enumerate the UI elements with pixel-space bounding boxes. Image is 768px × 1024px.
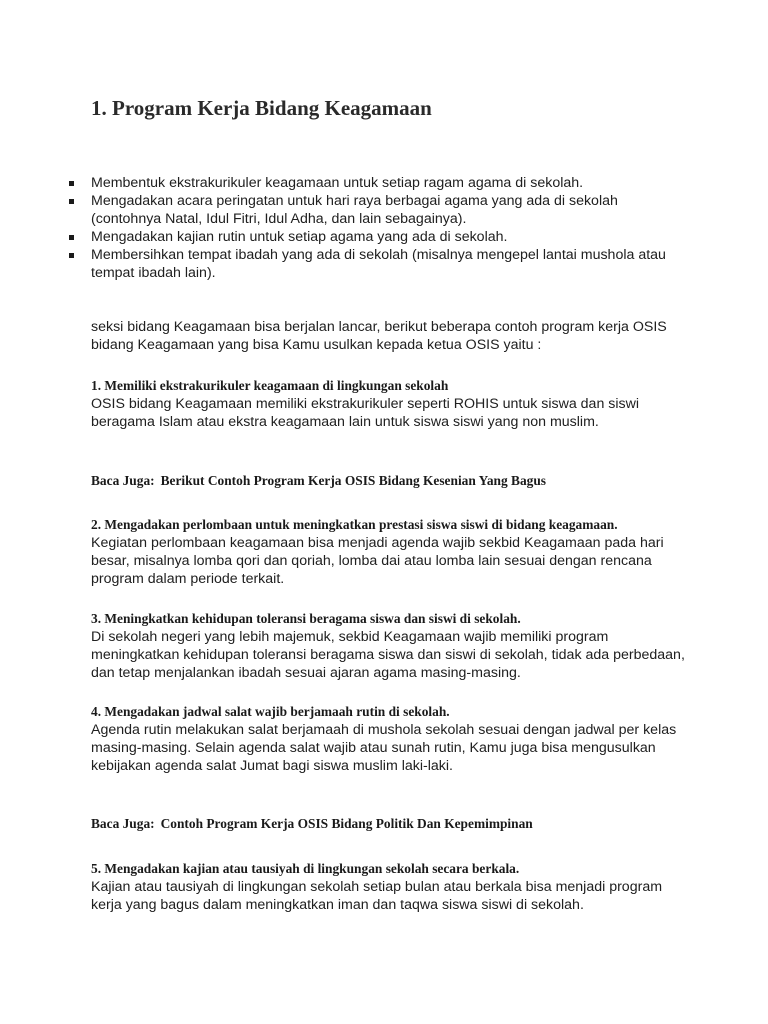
program-item-heading: 1. Memiliki ekstrakurikuler keagamaan di lingkungan sekolah bbox=[91, 378, 449, 393]
program-item-3 bbox=[91, 610, 691, 682]
program-item-heading: 3. Meningkatkan kehidupan toleransi beragama siswa dan siswi di sekolah. bbox=[91, 611, 521, 626]
bullet-text: Mengadakan kajian rutin untuk setiap agama yang ada di sekolah. bbox=[91, 229, 508, 245]
program-item-heading: 5. Mengadakan kajian atau tausiyah di lingkungan sekolah secara berkala. bbox=[91, 861, 520, 876]
baca-juga-1 bbox=[91, 473, 546, 489]
baca-juga-2 bbox=[91, 816, 533, 832]
baca-juga-link[interactable]: Berikut Contoh Program Kerja OSIS Bidang Kesenian Yang Bagus bbox=[160, 473, 547, 488]
bullet-item bbox=[66, 228, 686, 246]
intro-paragraph: seksi bidang Keagamaan bisa berjalan lancar, berikut beberapa contoh program kerja OSIS bidang Keagamaan yang bisa Kamu usulkan kepada ketua OSIS yaitu : bbox=[91, 319, 667, 353]
program-item-heading: 2. Mengadakan perlombaan untuk meningkatkan prestasi siswa siswi di bidang keagamaan. bbox=[91, 517, 618, 532]
program-item-body: Kajian atau tausiyah di lingkungan sekolah setiap bulan atau berkala bisa menjadi program kerja yang bagus dalam meningkatkan iman dan taqwa siswa siswi di sekolah. bbox=[91, 879, 663, 913]
bullet-text: Membentuk ekstrakurikuler keagamaan untuk setiap ragam agama di sekolah. bbox=[91, 175, 584, 191]
bullet-item bbox=[66, 246, 686, 282]
bullet-marker bbox=[69, 199, 74, 204]
bullet-text: Mengadakan acara peringatan untuk hari raya berbagai agama yang ada di sekolah (contohnya Natal, Idul Fitri, Idul Adha, dan lain sebagainya). bbox=[91, 193, 618, 227]
program-item-body: Agenda rutin melakukan salat berjamaah di mushola sekolah sesuai dengan jadwal per kelas masing-masing. Selain agenda salat wajib atau sunah rutin, Kamu juga bisa mengusulkan kebijakan agenda salat Jumat bagi siswa muslim laki-laki. bbox=[91, 722, 677, 774]
program-item-heading: 4. Mengadakan jadwal salat wajib berjamaah rutin di sekolah. bbox=[91, 704, 450, 719]
program-item-4 bbox=[91, 703, 691, 775]
bullet-item bbox=[66, 174, 686, 192]
baca-juga-label: Baca Juga: bbox=[91, 473, 155, 488]
program-item-body: Di sekolah negeri yang lebih majemuk, sekbid Keagamaan wajib memiliki program meningkatkan kehidupan toleransi beragama siswa dan siswi di sekolah, tidak ada perbedaan, dan tetap menjalankan ibadah sesuai ajaran agama masing-masing. bbox=[91, 629, 685, 681]
program-item-5 bbox=[91, 860, 691, 914]
bullet-text: Membersihkan tempat ibadah yang ada di sekolah (misalnya mengepel lantai mushola atau tempat ibadah lain). bbox=[91, 247, 666, 281]
baca-juga-label: Baca Juga: bbox=[91, 816, 155, 831]
baca-juga-link[interactable]: Contoh Program Kerja OSIS Bidang Politik Dan Kepemimpinan bbox=[160, 816, 533, 831]
bullet-marker bbox=[69, 181, 74, 186]
program-item-2 bbox=[91, 516, 691, 588]
bullet-marker bbox=[69, 235, 74, 240]
bullet-item bbox=[66, 192, 686, 228]
bullet-list bbox=[66, 174, 686, 282]
program-item-body: OSIS bidang Keagamaan memiliki ekstrakurikuler seperti ROHIS untuk siswa dan siswi beragama Islam atau ekstra keagamaan lain untuk siswa siswi yang non muslim. bbox=[91, 396, 640, 430]
page-title: 1. Program Kerja Bidang Keagamaan bbox=[91, 96, 432, 120]
program-item-1 bbox=[91, 377, 691, 431]
bullet-marker bbox=[69, 253, 74, 258]
program-item-body: Kegiatan perlombaan keagamaan bisa menjadi agenda wajib sekbid Keagamaan pada hari besar, misalnya lomba qori dan qoriah, lomba dai atau lomba lain sesuai dengan rencana program dalam periode terkait. bbox=[91, 535, 664, 587]
